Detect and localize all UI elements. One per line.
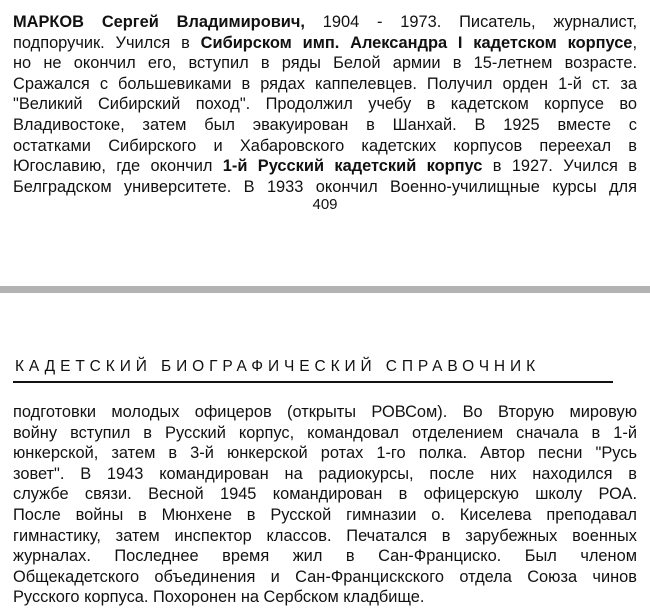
text-line: Общекадетского объединения и Сан-Францискского отдела Союза чинов <box>13 567 637 586</box>
text-line <box>13 74 637 95</box>
text-line: войну вступил в Русский корпус, командовал отделением сначала в 1-й <box>13 423 637 442</box>
text-line <box>13 115 637 136</box>
text-segment: подпоручик. Учился в <box>13 33 201 52</box>
text-line <box>13 33 637 54</box>
school-name: 1-й Русский кадетский корпус <box>222 157 483 176</box>
text-line <box>13 12 637 33</box>
text-segment: Владивостоке, затем был эвакуирован в Шанхай. В 1925 вместе с <box>13 115 637 134</box>
person-name: МАРКОВ Сергей Владимирович, <box>13 13 305 31</box>
text-line: журналах. Последнее время жил в Сан-Франциско. Был членом <box>13 547 637 566</box>
text-segment: Югославию, где окончил <box>13 157 223 176</box>
text-segment: , <box>632 33 637 52</box>
text-line: Русского корпуса. Похоронен на Сербском кладбище. <box>13 588 425 607</box>
text-line: зовет". В 1943 командирован на радиокурсы, после них находился в <box>13 464 637 483</box>
text-segment: но не окончил его, вступил в ряды Белой армии в 15-летнем возрасте. <box>13 54 637 73</box>
text-line: службе связи. Весной 1945 командирован в офицерскую школу РОА. <box>13 485 637 504</box>
page-number: 409 <box>312 196 338 213</box>
text-line: гимнастику, затем инспектор классов. Печатался в зарубежных военных <box>13 526 637 545</box>
school-name: Сибирском имп. Александра I кадетском корпусе <box>200 33 633 52</box>
text-line <box>13 53 637 74</box>
text-line <box>13 177 637 198</box>
text-line <box>13 136 637 157</box>
text-line <box>13 156 637 177</box>
biography-text-top <box>13 12 637 197</box>
text-segment: остатками Сибирского и Хабаровского кадетских корпусов переехал в <box>13 136 637 155</box>
text-segment: Сражался с большевиками в рядах каппелевцев. Получил орден 1-й ст. за <box>13 74 637 93</box>
running-header: КАДЕТСКИЙ БИОГРАФИЧЕСКИЙ СПРАВОЧНИК <box>15 358 540 375</box>
text-segment: "Великий Сибирский поход". Продолжил учебу в кадетском корпусе во <box>13 95 637 114</box>
page-separator <box>0 286 650 293</box>
text-line <box>13 94 637 115</box>
text-line: подготовки молодых офицеров (открыты РОВСом). Во Вторую мировую <box>13 403 637 421</box>
text-line: После войны в Мюнхене в Русской гимназии о. Киселева преподавал <box>13 505 637 524</box>
text-line: юнкерской, затем в 3-й юнкерской ротах 1-го полка. Автор песни "Русь <box>13 444 637 463</box>
text-segment: в 1927. Учился в <box>482 157 638 176</box>
biography-text-bottom <box>13 402 637 608</box>
header-rule <box>13 381 613 383</box>
text-segment: Белградском университете. В 1933 окончил Военно-училищные курсы для <box>13 177 637 196</box>
text-segment: 1904 - 1973. Писатель, журналист, <box>304 13 638 31</box>
